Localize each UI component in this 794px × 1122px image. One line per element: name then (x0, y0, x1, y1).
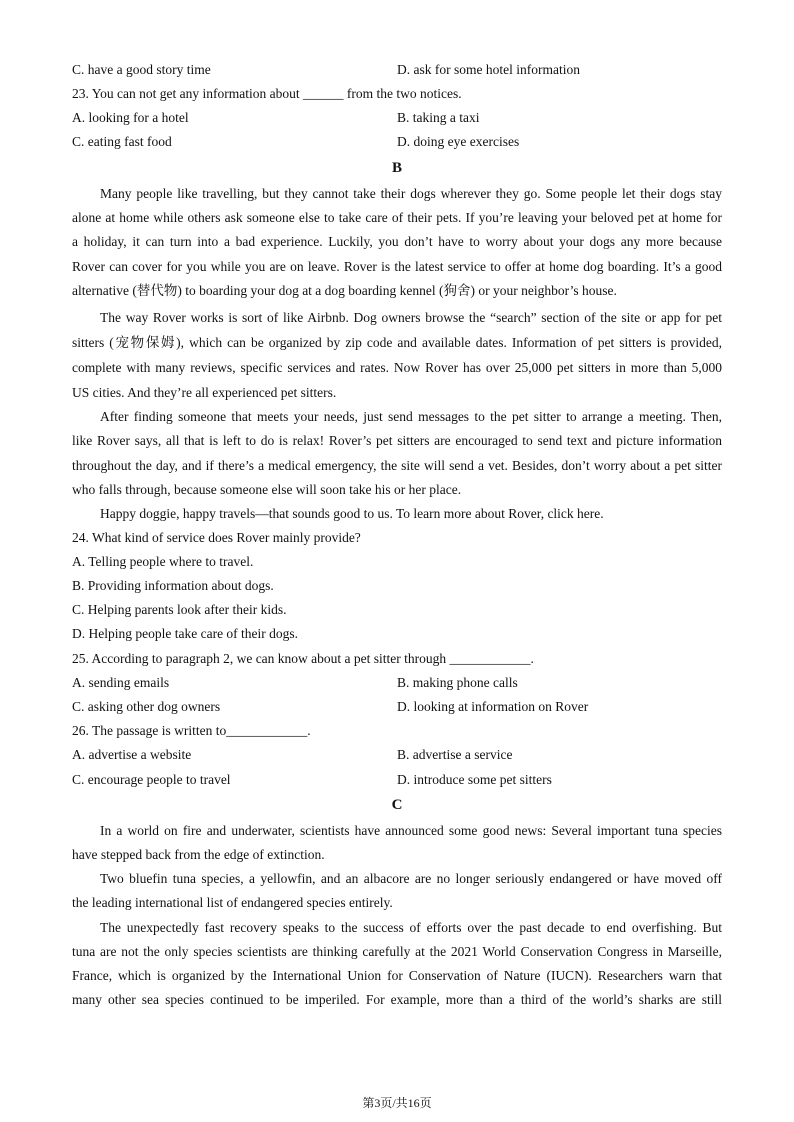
q25-option-d: D. looking at information on Rover (397, 699, 589, 714)
section-b-heading: B (391, 160, 402, 176)
question-23: 23. You can not get any information about ______ from the two notices. (72, 86, 462, 101)
b-p1-line: Rover can cover for you while you are on leave. Rover is the latest service to offer at home dog boarding. It’s a good (72, 259, 722, 274)
q25-option-c: C. asking other dog owners (72, 699, 221, 714)
option-d-prev: D. ask for some hotel information (397, 62, 580, 77)
question-25: 25. According to paragraph 2, we can know about a pet sitter through ____________. (72, 651, 534, 666)
b-p4-line: Happy doggie, happy travels—that sounds good to us. To learn more about Rover, click here. (100, 506, 604, 521)
b-p2-line: US cities. And they’re all experienced pet sitters. (72, 385, 337, 400)
b-p3-line: throughout the day, and if there’s a medical emergency, the site will send a vet. Besides, don’t worry about a pet sitter (72, 458, 722, 473)
c-p3-line: France, which is organized by the International Union for Conservation of Nature (IUCN). Researchers warn that (72, 968, 722, 983)
c-p2-line: Two bluefin tuna species, a yellowfin, and an albacore are no longer seriously endangered or have moved off (100, 871, 722, 886)
b-p1-line: alone at home while others ask someone else to take care of their pets. If you’re leaving your beloved pet at home for (72, 210, 722, 225)
q23-option-d: D. doing eye exercises (397, 134, 520, 149)
q26-option-b: B. advertise a service (397, 747, 513, 762)
page-number: 第3页/共16页 (362, 1096, 432, 1110)
option-c-prev: C. have a good story time (72, 62, 211, 77)
question-26: 26. The passage is written to____________. (72, 723, 311, 738)
c-p3-line: The unexpectedly fast recovery speaks to the success of efforts over the past decade to end overfishing. But (100, 920, 722, 935)
b-p2-line: complete with many reviews, specific services and rates. Now Rover has over 25,000 pet sitters in more than 5,000 (72, 360, 722, 375)
b-p2-line: The way Rover works is sort of like Airbnb. Dog owners browse the “search” section of the site or app for pet (100, 310, 722, 325)
c-p1-line: In a world on fire and underwater, scientists have announced some good news: Several important tuna species (100, 823, 722, 838)
c-p2-line: the leading international list of endangered species entirely. (72, 895, 393, 910)
q26-option-d: D. introduce some pet sitters (397, 772, 552, 787)
q26-option-c: C. encourage people to travel (72, 772, 231, 787)
section-c-heading: C (391, 797, 403, 813)
q23-option-b: B. taking a taxi (397, 110, 480, 125)
b-p3-line: who falls through, because someone else will soon take his or her place. (72, 482, 462, 497)
b-p3-line: like Rover says, all that is left to do is relax! Rover’s pet sitters are encouraged to send text and picture information (72, 433, 722, 448)
b-p1-line: alternative (替代物) to boarding your dog at a dog boarding kennel (狗舍) or your neighbor’s house. (72, 283, 617, 298)
b-p1-line: a holiday, it can turn into a bad experience. Luckily, you don’t have to worry about your dogs any more because (72, 234, 722, 249)
question-24: 24. What kind of service does Rover mainly provide? (72, 530, 361, 545)
b-p1-line: Many people like travelling, but they cannot take their dogs wherever they go. Some people let their dogs stay (100, 186, 722, 201)
q24-option-c: C. Helping parents look after their kids. (72, 602, 287, 617)
q24-option-d: D. Helping people take care of their dogs. (72, 626, 299, 641)
q24-option-a: A. Telling people where to travel. (72, 554, 254, 569)
q25-option-a: A. sending emails (72, 675, 170, 690)
q24-option-b: B. Providing information about dogs. (72, 578, 274, 593)
b-p3-line: After finding someone that meets your needs, just send messages to the pet sitter to arrange a meeting. Then, (100, 409, 722, 424)
c-p1-line: have stepped back from the edge of extinction. (72, 847, 325, 862)
q23-option-a: A. looking for a hotel (72, 110, 189, 125)
q25-option-b: B. making phone calls (397, 675, 518, 690)
c-p3-line: tuna are not the only species scientists are thinking carefully at the 2021 World Conservation Congress in Marseille, (72, 944, 722, 959)
q26-option-a: A. advertise a website (72, 747, 192, 762)
c-p3-line: many other sea species continued to be imperiled. For example, more than a third of the world’s sharks are still (72, 992, 722, 1007)
b-p2-line: sitters (宠物保姆), which can be organized by zip code and available dates. Information of pet sitters is provided, (72, 335, 722, 350)
q23-option-c: C. eating fast food (72, 134, 172, 149)
